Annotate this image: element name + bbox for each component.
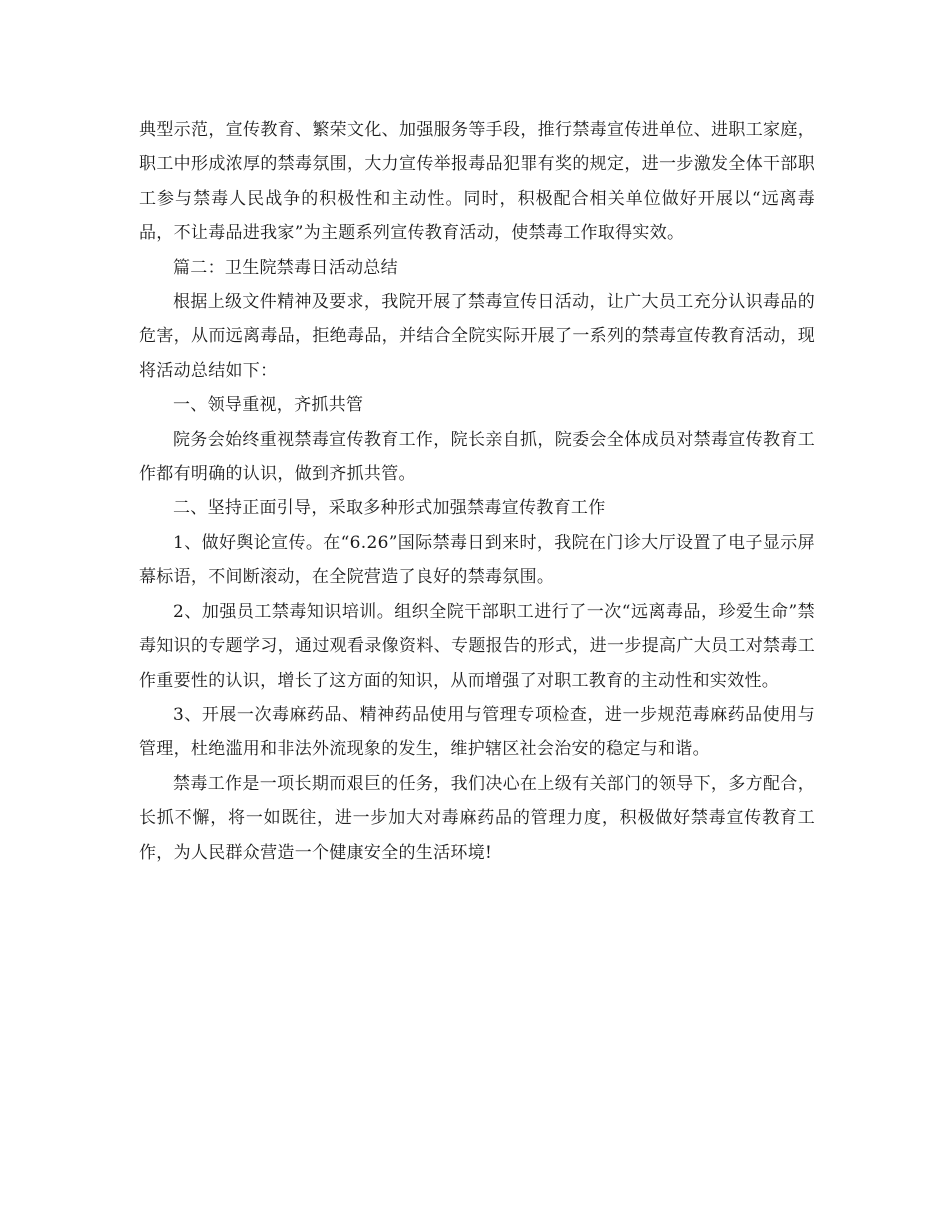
heading-one: 一、领导重视，齐抓共管 bbox=[173, 395, 364, 416]
paragraph-item-3: 3、开展一次毒麻药品、精神药品使用与管理专项检查，进一步规范毒麻药品使用与管理，杜绝滥用和非法外流现象的发生，维护辖区社会治安的稳定与和谐。 bbox=[139, 704, 815, 760]
paragraph-item-1: 1、做好舆论宣传。在“6.26”国际禁毒日到来时，我院在门诊大厅设置了电子显示屏幕标语，不间断滚动，在全院营造了良好的禁毒氛围。 bbox=[139, 532, 815, 588]
paragraph-continuation: 典型示范，宣传教育、繁荣文化、加强服务等手段，推行禁毒宣传进单位、进职工家庭，职工中形成浓厚的禁毒氛围，大力宣传举报毒品犯罪有奖的规定，进一步激发全体干部职工参与禁毒人民战争的积极性和主动性。同时，积极配合相关单位做好开展以“远离毒品，不让毒品进我家”为主题系列宣传教育活动，使禁毒工作取得实效。 bbox=[139, 120, 815, 244]
paragraph-leadership: 院务会始终重视禁毒宣传教育工作，院长亲自抓，院委会全体成员对禁毒宣传教育工作都有明确的认识，做到齐抓共管。 bbox=[139, 429, 815, 485]
document-body bbox=[139, 113, 815, 870]
paragraph-conclusion: 禁毒工作是一项长期而艰巨的任务，我们决心在上级有关部门的领导下，多方配合，长抓不懈，将一如既往，进一步加大对毒麻药品的管理力度，积极做好禁毒宣传教育工作，为人民群众营造一个健康安全的生活环境! bbox=[139, 773, 815, 863]
paragraph-intro: 根据上级文件精神及要求，我院开展了禁毒宣传日活动，让广大员工充分认识毒品的危害，从而远离毒品，拒绝毒品，并结合全院实际开展了一系列的禁毒宣传教育活动，现将活动总结如下： bbox=[139, 292, 815, 381]
heading-two: 二、坚持正面引导，采取多种形式加强禁毒宣传教育工作 bbox=[173, 498, 606, 519]
section-title: 篇二：卫生院禁毒日活动总结 bbox=[173, 257, 398, 278]
paragraph-item-2: 2、加强员工禁毒知识培训。组织全院干部职工进行了一次“远离毒品，珍爱生命”禁毒知识的专题学习，通过观看录像资料、专题报告的形式，进一步提高广大员工对禁毒工作重要性的认识，增长了这方面的知识，从而增强了对职工教育的主动性和实效性。 bbox=[139, 601, 815, 691]
